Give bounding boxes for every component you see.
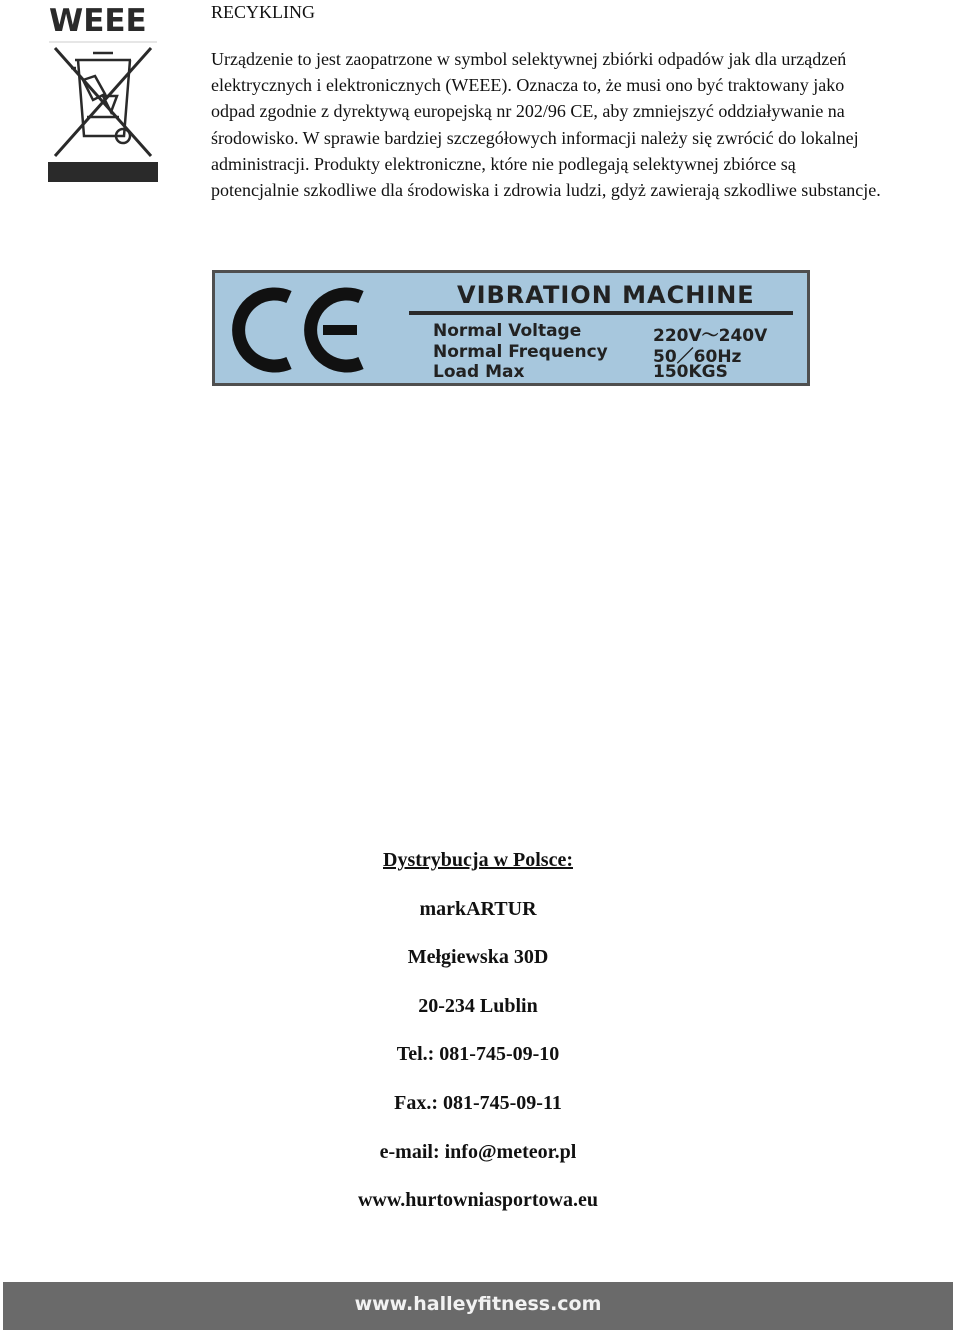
recycling-line: środowisko. W sprawie bardziej szczegółowych informacji należy się zwrócić do lokalnej (211, 127, 859, 148)
distributor-fax: Fax.: 081-745-09-11 (394, 1091, 562, 1114)
plate-title: VIBRATION MACHINE (457, 281, 755, 309)
distributor-email[interactable]: e-mail: info@meteor.pl (379, 1140, 577, 1163)
weee-logo-text: WEEE (49, 3, 147, 39)
plate-row-label: Normal Frequency (433, 342, 608, 362)
rating-plate-label (212, 270, 810, 386)
distributor-website[interactable]: www.hurtowniasportowa.eu (357, 1189, 599, 1212)
recycling-line: elektrycznych i elektronicznych (WEEE). Oznacza to, że musi ono być traktowany jako (211, 75, 845, 96)
plate-divider (409, 311, 793, 315)
distributor-company: markARTUR (419, 897, 537, 920)
weee-bin-icon (47, 0, 159, 182)
footer-website-link[interactable]: www.halleyfitness.com (354, 1293, 602, 1315)
plate-row-value: 220V～240V (653, 326, 768, 346)
recycling-line: Urządzenie to jest zaopatrzone w symbol selektywnej zbiórki odpadów jak dla urządzeń (211, 49, 847, 69)
plate-row-voltage (433, 321, 793, 346)
recycling-paragraph (211, 46, 956, 203)
plate-row-frequency (433, 342, 793, 367)
distributor-heading: Dystrybucja w Polsce: (383, 849, 573, 871)
footer-bar (3, 1282, 953, 1330)
recycling-heading: RECYKLING (211, 2, 315, 22)
plate-row-value: 150KGS (653, 362, 728, 382)
distributor-contact-block (0, 846, 956, 1235)
recycling-line: administracji. Produkty elektroniczne, które nie podlegają selektywnej zbiórce są (211, 153, 796, 174)
recycling-line: potencjalnie szkodliwe dla środowiska i zdrowia ludzi, gdyż zawierają szkodliwe substancje. (211, 180, 881, 201)
plate-row-label: Load Max (433, 362, 525, 382)
plate-row-label: Normal Voltage (433, 321, 582, 341)
ce-mark-icon (231, 285, 367, 375)
recycling-line: odpad zgodnie z dyrektywą europejską nr 202/96 CE, aby zmniejszyć oddziaływanie na (211, 101, 845, 122)
weee-logo (47, 0, 159, 182)
plate-row-load (433, 362, 793, 382)
distributor-city: 20-234 Lublin (418, 994, 538, 1017)
distributor-phone: Tel.: 081-745-09-10 (396, 1043, 560, 1066)
plate-row-value: 50／60Hz (653, 347, 742, 367)
distributor-street: Mełgiewska 30D (407, 946, 549, 969)
